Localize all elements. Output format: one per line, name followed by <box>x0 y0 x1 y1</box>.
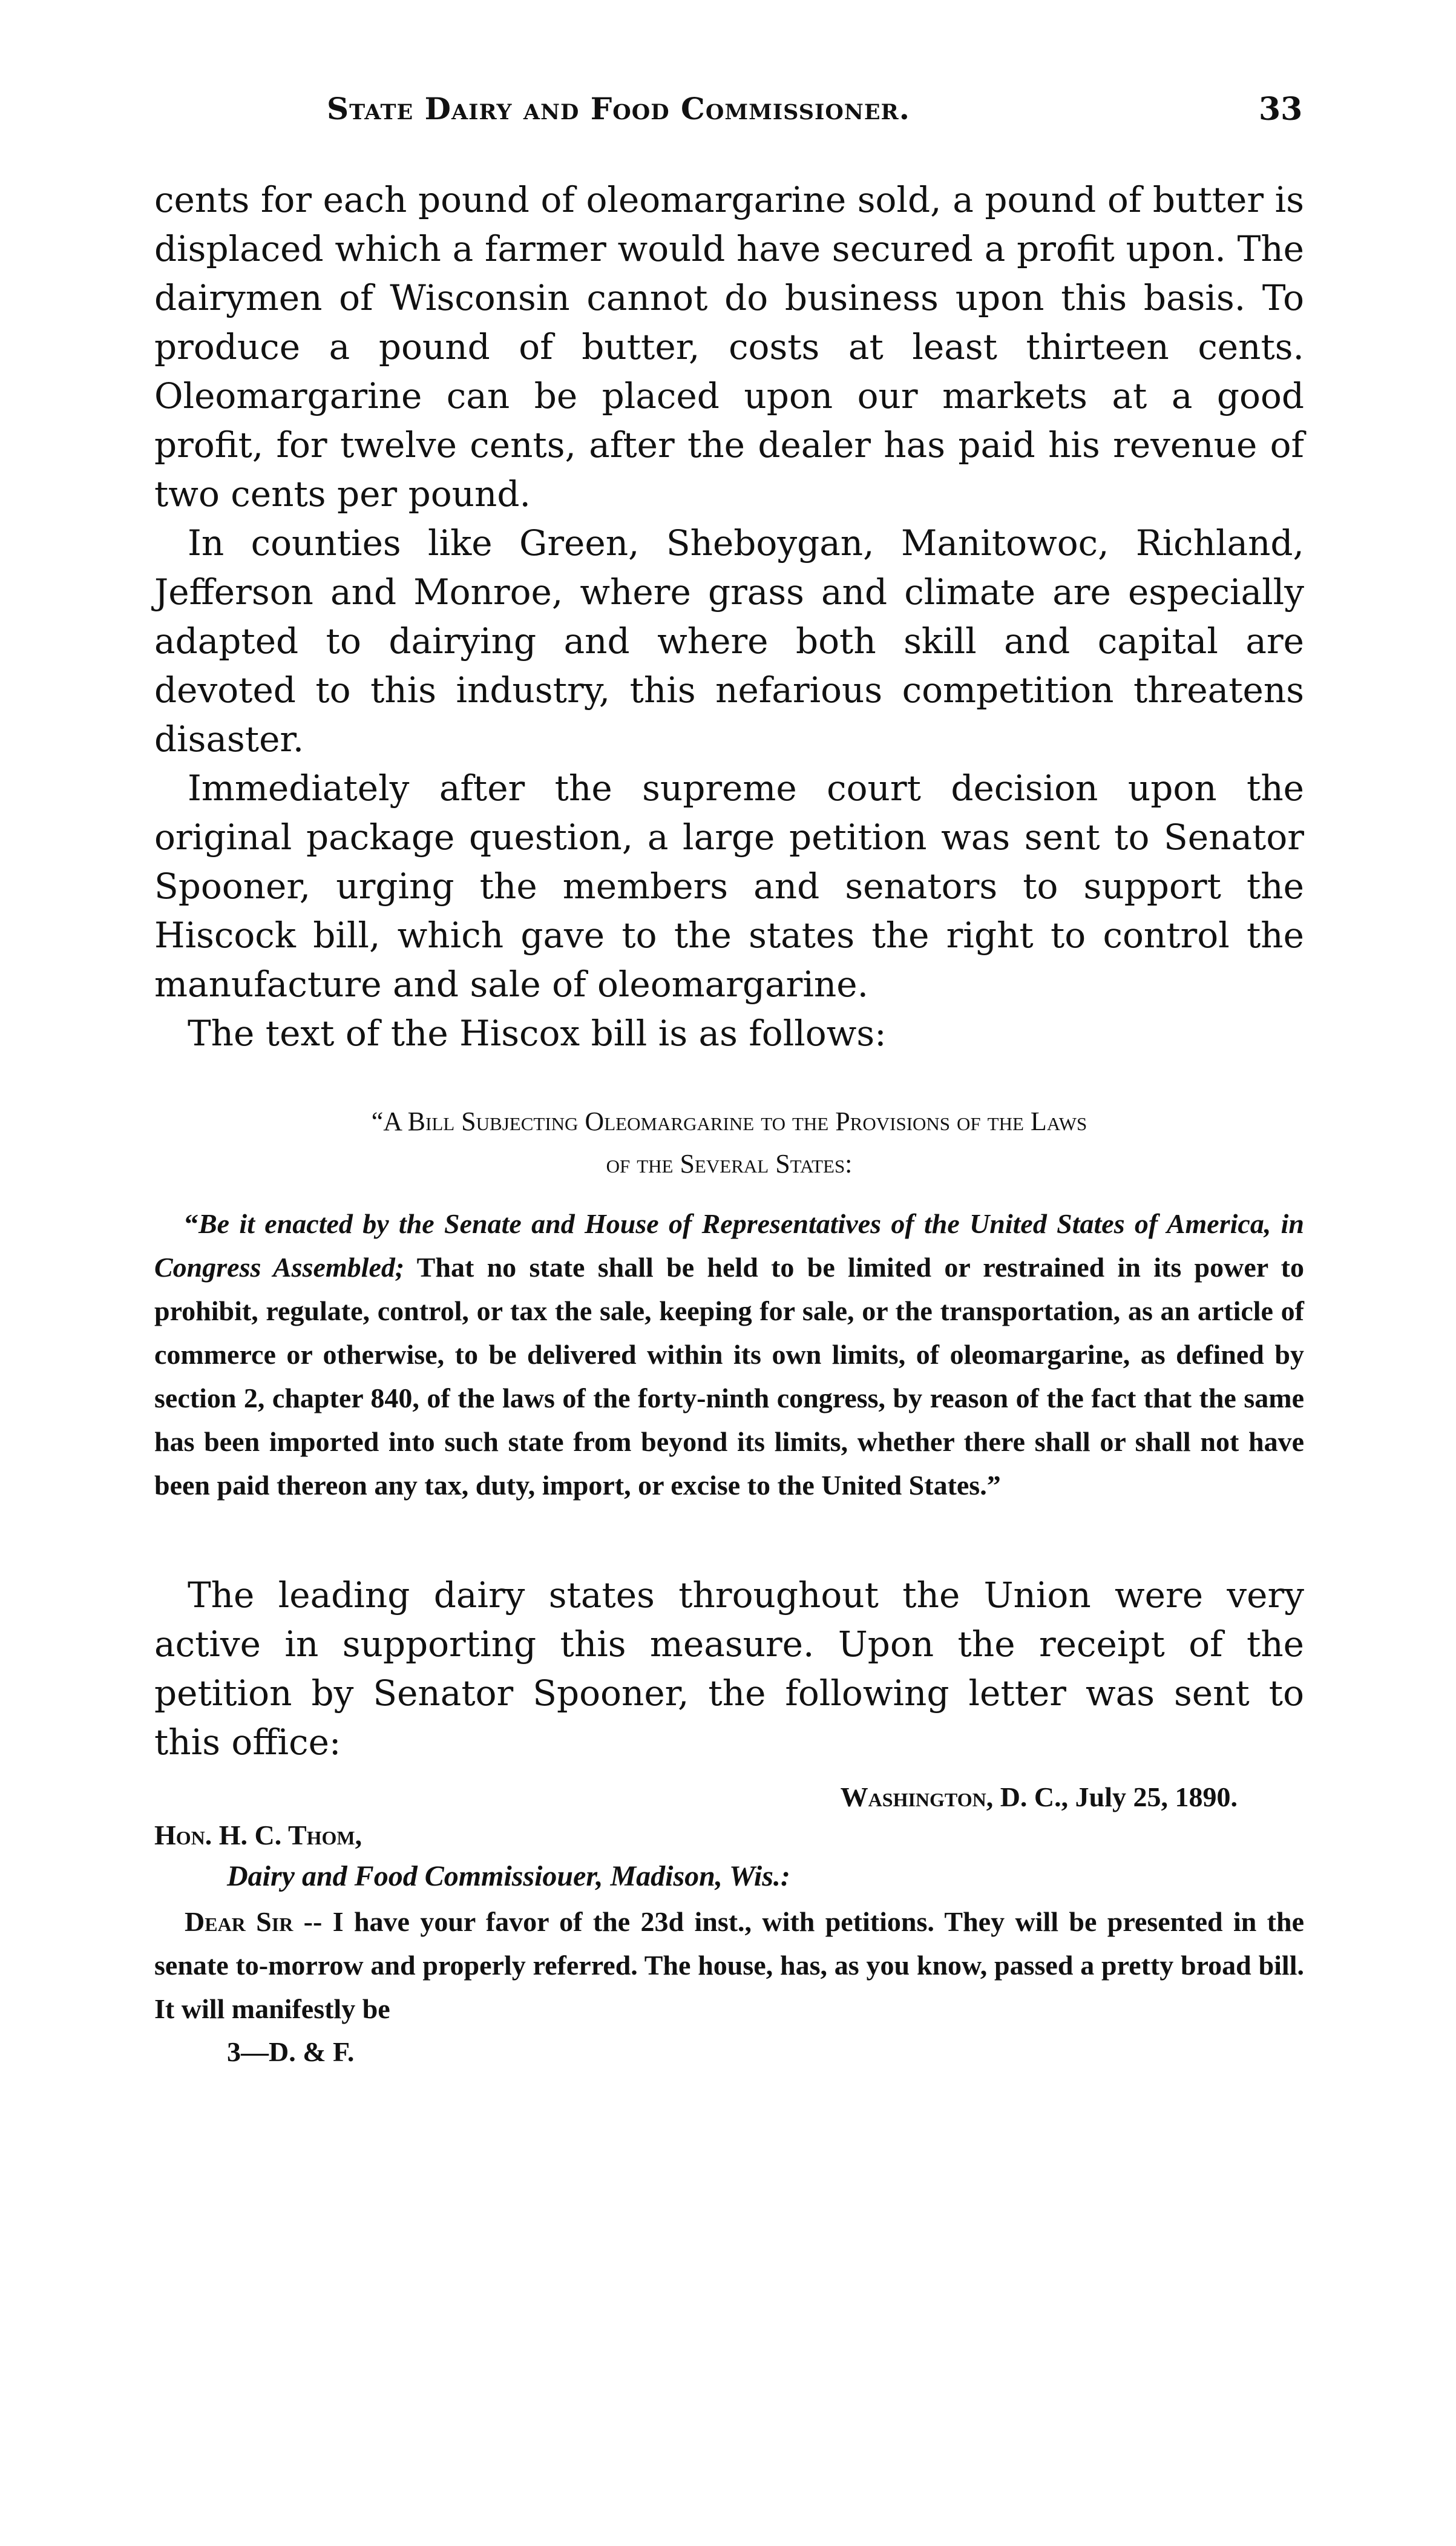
bill-heading-line-1: “A Bill Subjecting Oleomargarine to the Provisions of the Laws <box>371 1107 1087 1136</box>
bill-text <box>154 1202 1304 1507</box>
letter-date: , D. C., July 25, 1890. <box>986 1781 1238 1812</box>
recipient-name: Hon. H. C. Thom, <box>154 1820 362 1850</box>
enacting-clause: Be it enacted by the Senate and House of Representatives of the United States of America, in Congress Assembled; <box>154 1208 1304 1283</box>
letter-recipient <box>154 1815 1304 1855</box>
running-title: State Dairy and Food Commissioner. <box>327 91 910 127</box>
bill-heading-line-2: of the Several States: <box>606 1149 853 1179</box>
main-text <box>154 176 1304 2073</box>
bill-open-quote: “ <box>185 1208 198 1239</box>
paragraph-3: Immediately after the supreme court decision upon the original package question, a large petition was sent to Senator Spooner, urging the members and senators to support the Hiscock bill, which gave to the states the right to control the manufacture and sale of oleomargarine. <box>154 768 1304 1005</box>
paragraph-5: The leading dairy states throughout the Union were very active in supporting this measure. Upon the receipt of the petition by Senator Spooner, the following letter was sent to this office: <box>154 1574 1304 1763</box>
letter-addressee: Dairy and Food Commissiouer, Madison, Wis.: <box>227 1860 790 1892</box>
letter-greeting: Dear Sir <box>185 1906 293 1937</box>
page-number: 33 <box>1259 91 1303 128</box>
bill-heading <box>154 1100 1304 1185</box>
letter-dateline <box>154 1779 1304 1815</box>
letter-body <box>154 1900 1304 2031</box>
paragraph-2: In counties like Green, Sheboygan, Manitowoc, Richland, Jefferson and Monroe, where grass and climate are especially adapted to dairying and where both skill and capital are devoted to this industry, this nefarious competition threatens disaster. <box>154 522 1304 760</box>
signature-mark: 3—D. & F. <box>227 2036 355 2067</box>
letter-body-text: -- I have your favor of the 23d inst., with petitions. They will be presented in the senate to-morrow and properly referred. The house, has, as you know, passed a pretty broad bill. It will manifestly be <box>154 1906 1304 2024</box>
paragraph-4: The text of the Hiscox bill is as follows: <box>188 1013 887 1054</box>
paragraph-1: cents for each pound of oleomargarine sold, a pound of butter is displaced which a farmer would have secured a profit upon. The dairymen of Wisconsin cannot do business upon this basis. To produce a pound of butter, costs at least thirteen cents. Oleomargarine can be placed upon our markets at a good profit, for twelve cents, after the dealer has paid his revenue of two cents per pound. <box>154 179 1304 515</box>
letter-place: Washington <box>840 1781 986 1812</box>
bill-body: That no state shall be held to be limited or restrained in its power to prohibit, regulate, control, or tax the sale, keeping for sale, or the transportation, as an article of commerce or otherwise, to be delivered within its own limits, of oleomargarine, as defined by section 2, chapter 840, of the laws of the forty-ninth congress, by reason of the fact that the same has been imported into such state from beyond its limits, whether there shall or shall not have been paid thereon any tax, duty, import, or excise to the United States.” <box>154 1252 1304 1501</box>
